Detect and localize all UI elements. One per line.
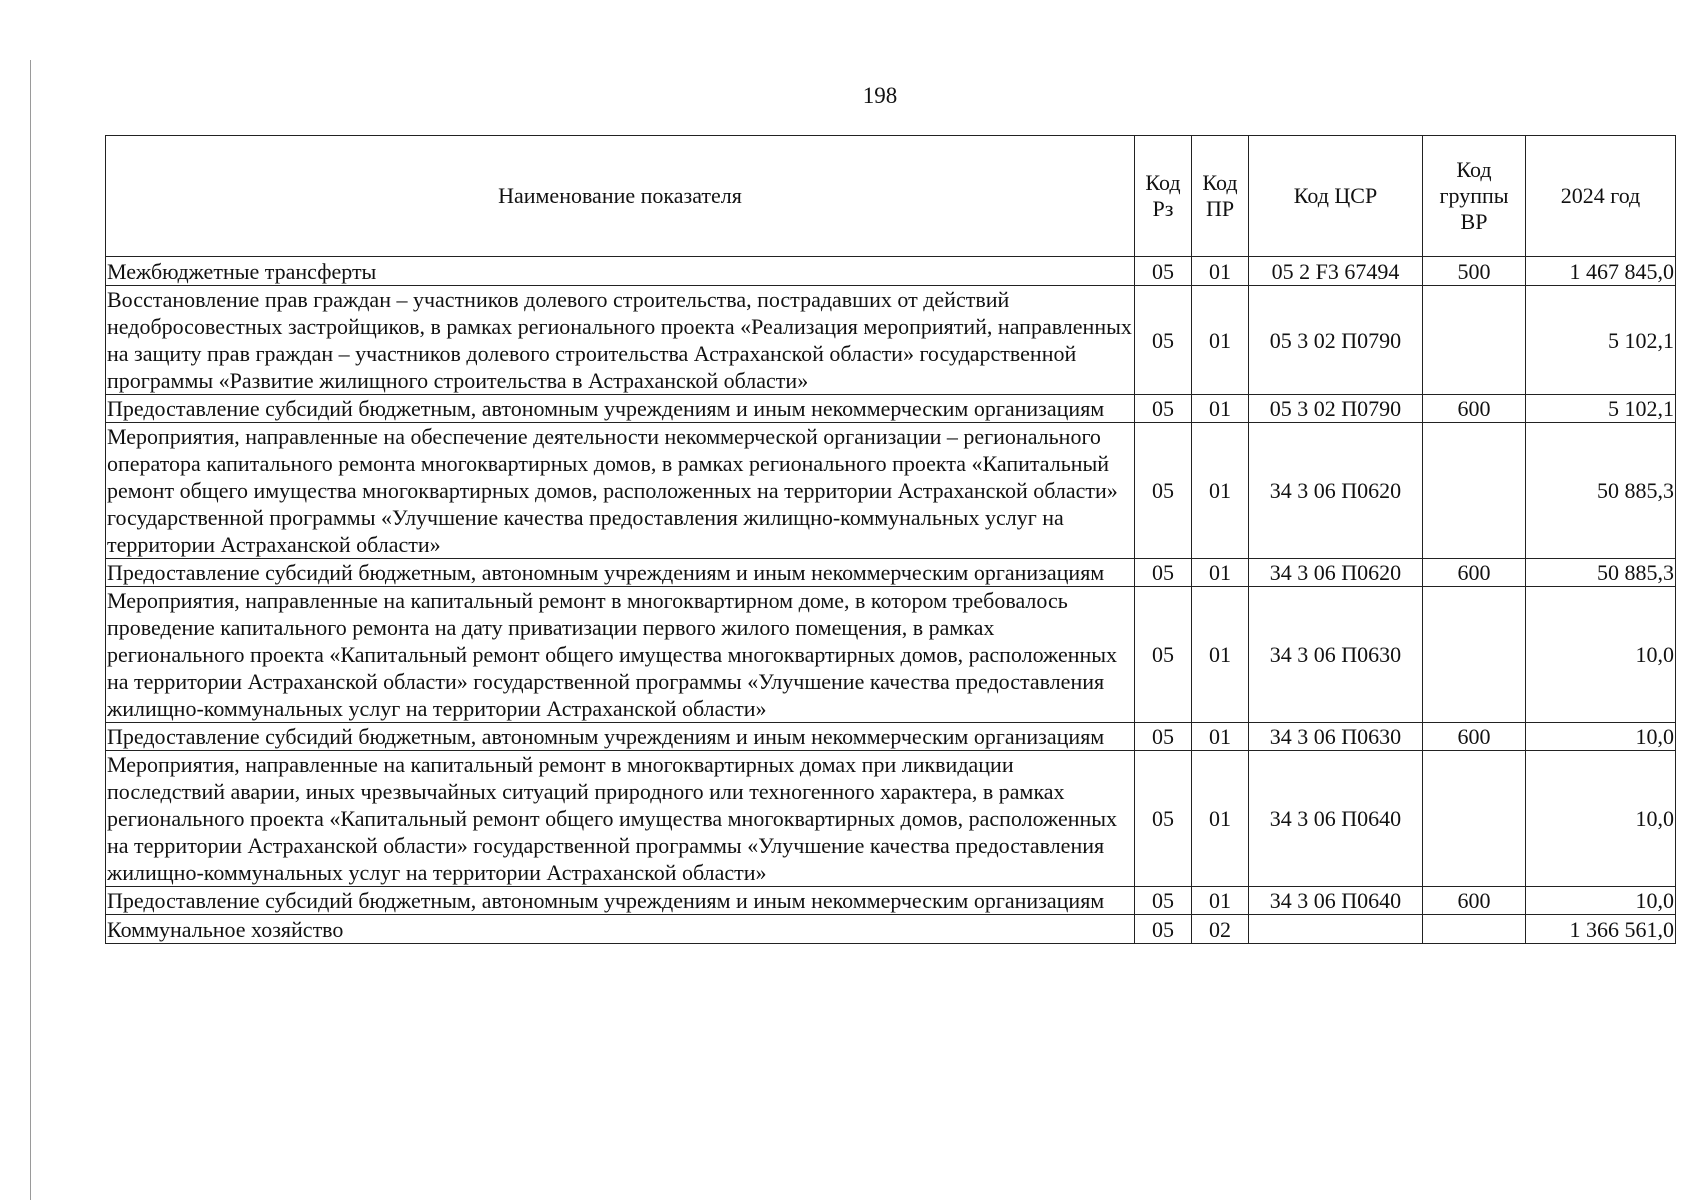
row-rz: 05	[1135, 423, 1192, 559]
row-pr: 01	[1192, 587, 1249, 723]
row-name: Коммунальное хозяйство	[106, 915, 1135, 944]
row-rz: 05	[1135, 915, 1192, 944]
row-pr: 01	[1192, 395, 1249, 423]
row-csr: 34 3 06 П0630	[1249, 587, 1423, 723]
row-pr: 02	[1192, 915, 1249, 944]
table-row	[106, 887, 1676, 915]
row-vr: 600	[1423, 559, 1526, 587]
row-csr: 34 3 06 П0640	[1249, 751, 1423, 887]
row-name: Межбюджетные трансферты	[106, 257, 1135, 286]
header-name: Наименование показателя	[106, 136, 1135, 257]
row-value: 10,0	[1526, 751, 1676, 887]
row-vr: 600	[1423, 723, 1526, 751]
row-vr	[1423, 286, 1526, 395]
header-year: 2024 год	[1526, 136, 1676, 257]
row-rz: 05	[1135, 257, 1192, 286]
row-pr: 01	[1192, 423, 1249, 559]
row-vr	[1423, 915, 1526, 944]
header-rz: Код Рз	[1135, 136, 1192, 257]
row-name: Мероприятия, направленные на капитальный ремонт в многоквартирных домах при ликвидации последствий аварии, иных чрезвычайных ситуаций природного или техногенного характера, в рамках регионального проекта «Капитальный ремонт общего имущества многоквартирных домов, расположенных на территории Астраханской области» государственной программы «Улучшение качества предоставления жилищно-коммунальных услуг на территории Астраханской области»	[106, 751, 1135, 887]
row-pr: 01	[1192, 257, 1249, 286]
row-rz: 05	[1135, 559, 1192, 587]
row-rz: 05	[1135, 887, 1192, 915]
row-vr	[1423, 587, 1526, 723]
row-csr: 05 2 F3 67494	[1249, 257, 1423, 286]
row-pr: 01	[1192, 723, 1249, 751]
row-value: 1 366 561,0	[1526, 915, 1676, 944]
scan-edge-line	[30, 60, 31, 1200]
table-row	[106, 286, 1676, 395]
table-row	[106, 915, 1676, 944]
row-value: 10,0	[1526, 587, 1676, 723]
row-value: 50 885,3	[1526, 423, 1676, 559]
row-csr: 34 3 06 П0630	[1249, 723, 1423, 751]
row-value: 50 885,3	[1526, 559, 1676, 587]
row-vr: 600	[1423, 887, 1526, 915]
row-value: 5 102,1	[1526, 395, 1676, 423]
row-rz: 05	[1135, 751, 1192, 887]
row-rz: 05	[1135, 286, 1192, 395]
table-row	[106, 257, 1676, 286]
row-name: Мероприятия, направленные на капитальный ремонт в многоквартирном доме, в котором требовалось проведение капитального ремонта на дату приватизации первого жилого помещения, в рамках регионального проекта «Капитальный ремонт общего имущества многоквартирных домов, расположенных на территории Астраханской области» государственной программы «Улучшение качества предоставления жилищно-коммунальных услуг на территории Астраханской области»	[106, 587, 1135, 723]
row-csr: 34 3 06 П0620	[1249, 423, 1423, 559]
row-value: 1 467 845,0	[1526, 257, 1676, 286]
row-value: 10,0	[1526, 887, 1676, 915]
header-csr: Код ЦСР	[1249, 136, 1423, 257]
row-vr: 500	[1423, 257, 1526, 286]
table-row	[106, 423, 1676, 559]
table-row	[106, 587, 1676, 723]
row-csr	[1249, 915, 1423, 944]
row-name: Предоставление субсидий бюджетным, автономным учреждениям и иным некоммерческим организациям	[106, 559, 1135, 587]
row-vr	[1423, 423, 1526, 559]
row-csr: 05 3 02 П0790	[1249, 286, 1423, 395]
row-name: Восстановление прав граждан – участников долевого строительства, пострадавших от действий недобросовестных застройщиков, в рамках регионального проекта «Реализация мероприятий, направленных на защиту прав граждан – участников долевого строительства Астраханской области» государственной программы «Развитие жилищного строительства в Астраханской области»	[106, 286, 1135, 395]
row-value: 5 102,1	[1526, 286, 1676, 395]
page-number: 198	[862, 83, 898, 108]
row-vr	[1423, 751, 1526, 887]
row-vr: 600	[1423, 395, 1526, 423]
header-row	[106, 136, 1676, 257]
row-name: Предоставление субсидий бюджетным, автономным учреждениям и иным некоммерческим организациям	[106, 723, 1135, 751]
row-csr: 34 3 06 П0640	[1249, 887, 1423, 915]
table-row	[106, 723, 1676, 751]
row-pr: 01	[1192, 286, 1249, 395]
header-pr: Код ПР	[1192, 136, 1249, 257]
table-row	[106, 395, 1676, 423]
row-rz: 05	[1135, 395, 1192, 423]
row-pr: 01	[1192, 559, 1249, 587]
row-csr: 34 3 06 П0620	[1249, 559, 1423, 587]
row-csr: 05 3 02 П0790	[1249, 395, 1423, 423]
row-pr: 01	[1192, 751, 1249, 887]
row-rz: 05	[1135, 587, 1192, 723]
row-value: 10,0	[1526, 723, 1676, 751]
row-name: Предоставление субсидий бюджетным, автономным учреждениям и иным некоммерческим организациям	[106, 887, 1135, 915]
row-name: Предоставление субсидий бюджетным, автономным учреждениям и иным некоммерческим организациям	[106, 395, 1135, 423]
table-row	[106, 751, 1676, 887]
header-vr: Код группы ВР	[1423, 136, 1526, 257]
row-rz: 05	[1135, 723, 1192, 751]
table-row	[106, 559, 1676, 587]
budget-table	[105, 135, 1676, 944]
row-name: Мероприятия, направленные на обеспечение деятельности некоммерческой организации – регионального оператора капитального ремонта многоквартирных домов, в рамках регионального проекта «Капитальный ремонт общего имущества многоквартирных домов, расположенных на территории Астраханской области» государственной программы «Улучшение качества предоставления жилищно-коммунальных услуг на территории Астраханской области»	[106, 423, 1135, 559]
row-pr: 01	[1192, 887, 1249, 915]
